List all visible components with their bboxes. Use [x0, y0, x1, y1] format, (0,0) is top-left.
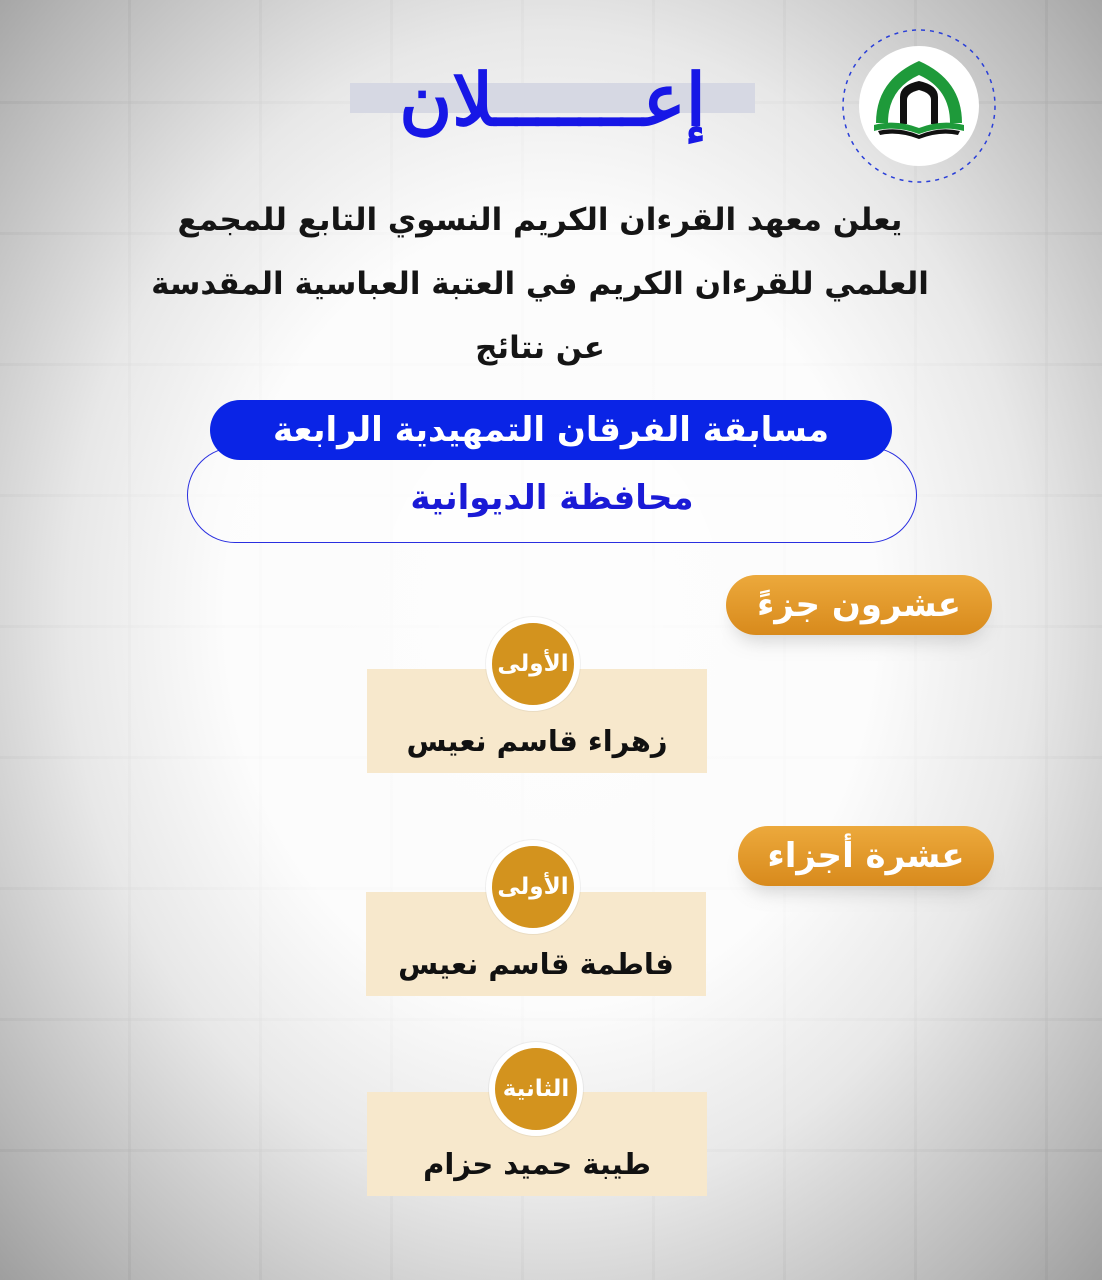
competition-name-banner: مسابقة الفرقان التمهيدية الرابعة	[210, 400, 892, 460]
announcement-header	[350, 55, 760, 145]
category-label-twenty-parts: عشرون جزءً	[726, 575, 992, 635]
rank-badge: الأولى	[486, 617, 580, 711]
winner-name: فاطمة قاسم نعيس	[398, 947, 674, 981]
rank-badge: الأولى	[486, 840, 580, 934]
category-label-ten-parts: عشرة أجزاء	[738, 826, 994, 886]
winner-name: زهراء قاسم نعيس	[406, 724, 668, 758]
rank-badge: الثانية	[489, 1042, 583, 1136]
quran-institute-logo-icon	[838, 25, 1000, 187]
intro-line-2: العلمي للقرءان الكريم في العتبة العباسية المقدسة	[151, 266, 929, 302]
winner-name: طيبة حميد حزام	[423, 1147, 651, 1181]
intro-text	[150, 188, 930, 380]
page-title: إعـــــــلان	[399, 57, 706, 142]
governorate-label: محافظة الديوانية	[410, 478, 694, 518]
intro-line-1: يعلن معهد القرءان الكريم النسوي التابع للمجمع	[177, 202, 903, 238]
intro-line-3: عن نتائج	[475, 330, 605, 366]
